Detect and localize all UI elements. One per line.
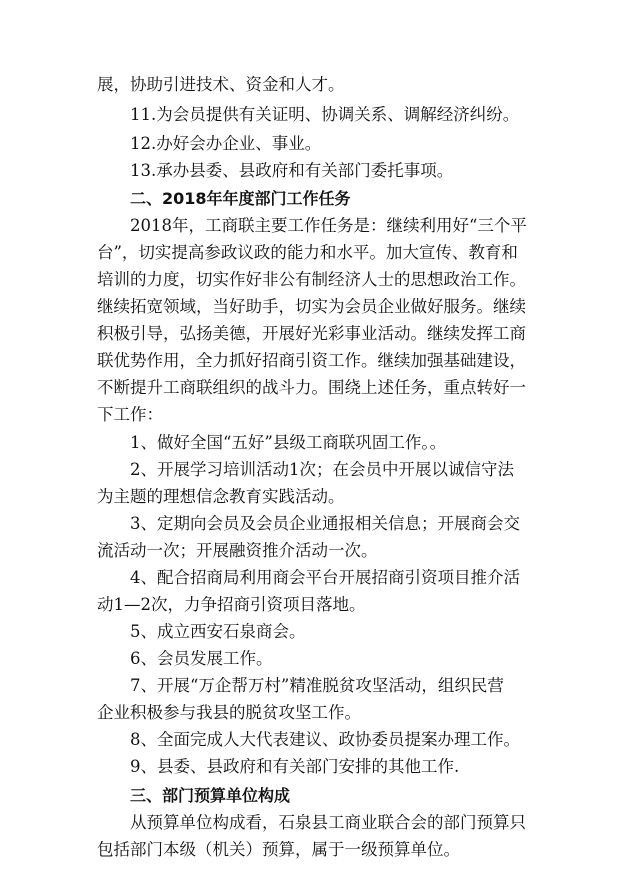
- list-item: 7、开展“万企帮万村”精准脱贫攻坚活动，组织民营: [130, 676, 504, 695]
- list-item: 5、成立西安石泉商会。: [130, 622, 306, 641]
- paragraph-line: 积极引导，弘扬美德，开展好光彩事业活动。继续发挥工商: [97, 324, 526, 343]
- list-item: 3、定期向会员及会员企业通报相关信息；开展商会交: [130, 514, 520, 533]
- list-item: 6、会员发展工作。: [130, 649, 273, 668]
- list-item: 1、做好全国“五好”县级工商联巩固工作。。: [130, 433, 447, 452]
- list-item: 11.为会员提供有关证明、协调关系、调解经济纠纷。: [130, 105, 520, 124]
- paragraph-line: 台”，切实提高参政议政的能力和水平。加大宣传、教育和: [97, 243, 518, 262]
- list-item: 9、县委、县政府和有关部门安排的其他工作.: [130, 757, 460, 776]
- list-item: 12.办好会办企业、事业。: [130, 134, 322, 153]
- paragraph-line: 联优势作用，全力抓好招商引资工作。继续加强基础建设，: [97, 351, 526, 370]
- list-item-continuation: 为主题的理想信念教育实践活动。: [97, 487, 345, 506]
- list-item: 2、开展学习培训活动1次；在会员中开展以诚信守法: [130, 460, 514, 479]
- list-item: 4、配合招商局利用商会平台开展招商引资项目推介活: [130, 568, 520, 587]
- paragraph-line: 不断提升工商联组织的战斗力。围绕上述任务，重点转好一: [97, 378, 526, 397]
- paragraph-line: 从预算单位构成看，石泉县工商业联合会的部门预算只: [130, 813, 526, 832]
- list-item: 8、全面完成人大代表建议、政协委员提案办理工作。: [130, 730, 520, 749]
- paragraph-line: 培训的力度，切实作好非公有制经济人士的思想政治工作。: [97, 270, 526, 289]
- section-heading: 三、部门预算单位构成: [130, 786, 291, 805]
- section-heading: 二、2018年年度部门工作任务: [130, 189, 351, 208]
- list-item-continuation: 流活动一次；开展融资推介活动一次。: [97, 541, 378, 560]
- list-item-continuation: 企业积极参与我县的脱贫攻坚工作。: [97, 703, 361, 722]
- paragraph-line: 下工作：: [97, 405, 163, 424]
- paragraph-line: 继续拓宽领域，当好助手，切实为会员企业做好服务。继续: [97, 297, 526, 316]
- list-item: 13.承办县委、县政府和有关部门委托事项。: [130, 161, 454, 180]
- paragraph-line: 包括部门本级（机关）预算，属于一级预算单位。: [97, 840, 460, 859]
- list-item-continuation: 动1—2次，力争招商引资项目落地。: [97, 595, 366, 614]
- paragraph-line: 展，协助引进技术、资金和人才。: [97, 75, 345, 94]
- paragraph-line: 2018年，工商联主要工作任务是：继续利用好“三个平: [130, 216, 527, 235]
